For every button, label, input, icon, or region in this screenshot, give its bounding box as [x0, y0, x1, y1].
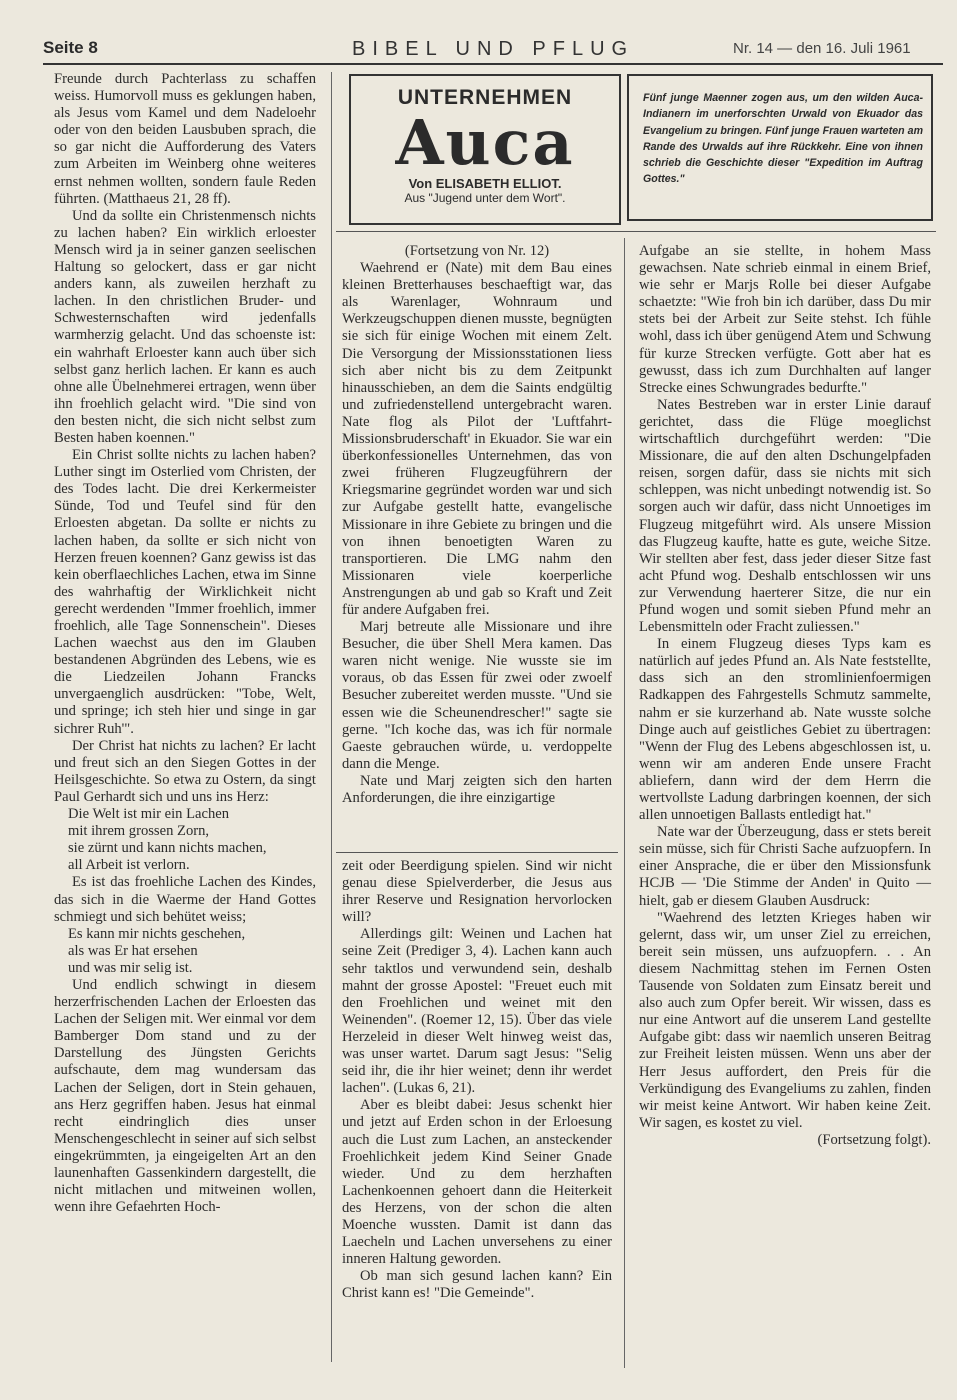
paragraph: "Waehrend des letzten Krieges haben wir gelernt, dass wir, um unser Ziel zu erreichen, bereit sein müssen, uns aufzuopfern. . . An diesem Nachmittag stehen im Fernen Osten Tausende von Soldaten zum Einsatz bereit und also auch zum Opfer bereit. Wir wissen, dass es nur eine Antwort auf die unserem Land gestellte Aufgabe gibt: dass wir naemlich unseren Beitrag zur Freiheit leisten müssen. Wenn uns aber der Herr Jesus auffordert, den Preis für die Verkündigung des Evangeliums zu zahlen, finden wir meist keine Antwort. Wir haben keine Zeit. Wir sagen, es kostet zu viel. — [639, 909, 931, 1131]
column-2-lower — [342, 858, 612, 1302]
issue-date: Nr. 14 — den 16. Juli 1961 — [733, 40, 911, 57]
title-rule — [336, 231, 936, 232]
paragraph: Es ist das froehliche Lachen des Kindes, das sich in die Waerme der Hand Gottes schmiegt und sich behütet weiss; — [54, 874, 316, 925]
page-number: Seite 8 — [43, 38, 98, 57]
paragraph: Waehrend er (Nate) mit dem Bau eines kleinen Bretterhauses beschaeftigt war, das als Warenlager, Wohnraum und Werkzeugschuppen dienen musste, begnügten sie sich für einige Wochen mit einem Zelt. Die Versorgung der Missionsstationen liess sich aber nicht bis zu dem Zeitpunkt hinausschieben, an dem die Saints endgültig und zufriedenstellend untergebracht waren. Nate flog als Pilot der 'Luftfahrt-Missionsbruderschaft' in Ekuador. Sie war ein überkonfessionelles Unternehmen, das von zwei früheren Flugzeugführern der Kriegsmarine gegründet worden war und sich zur Aufgabe gestellt hatte, evangelische Missionare in ihre Gebiete zu bringen und die von ihnen benoetigten Waren zu transportieren. Die LMG nahm den Missionaren viele koerperliche Anstrengungen ab und gab so Kraft und Zeit für andere Aufgaben frei. — [342, 260, 612, 618]
paragraph: Nate war der Überzeugung, dass er stets bereit sein müsse, sich für Christi Sache aufzuopfern. In einer Ansprache, die er über den Missionsfunk HCJB — 'Die Stimme der Anden' in Quito — hielt, gab er diesem Glauben Ausdruck: — [639, 824, 931, 909]
paragraph: sie zürnt und kann nichts machen, — [68, 840, 267, 857]
column-divider — [331, 72, 332, 1362]
paragraph: In einem Flugzeug dieses Typs kam es natürlich auf jedes Pfund an. Als Nate feststellte, dass sich an den stromlinienfoermigen Radkappen des Fahrgestells Schmutz sammelte, nahm er sie kurzerhand ab. Nate wusste solche Dinge auch auf geistliches Gebiet zu übertragen: "Wenn der Flug des Lebens abgeschlossen ist, u. wenn wir am anderen Ende unsere Fracht abliefern, dann wird der dem Herrn die wertvollste Ladung darbringen koennen, der sich allen unnoetigen Ballasts entledigt hat." — [639, 636, 931, 824]
column-3 — [639, 243, 931, 1149]
article-source: Aus "Jugend unter dem Wort". — [404, 191, 566, 205]
paragraph: (Fortsetzung folgt). — [817, 1131, 931, 1148]
paragraph: als was Er hat ersehen — [68, 942, 198, 959]
paragraph: Ob man sich gesund lachen kann? Ein Christ kann es! "Die Gemeinde". — [342, 1268, 612, 1302]
paragraph: Nates Bestreben war in erster Linie darauf gerichtet, dass die Flüge moeglichst wirtschaftlich durchgeführt werden: "Die Missionare, die auf den alten Dschungelpfaden reisen, sorgen dafür, dass sie nichts mit sich schleppen, was nicht unbedingt notwendig ist. So sorgen auch wir dafür, dass nicht Unnoetiges im Flugzeug mitgeführt wird. Als unsere Mission das Flugzeug kaufte, hatte es gute, weiche Sitze. Wir stellten aber fest, dass jeder dieser Sitze fast acht Pfund wog. Deshalb entschlossen wir uns zur Verwendung haerterer Sitze, die nur ein Pfund wogen und somit sieben Pfund mehr an Lebensmitteln oder Fracht zuliessen." — [639, 396, 931, 636]
publication-title: BIBEL UND PFLUG — [352, 38, 635, 60]
column-2-upper — [342, 243, 612, 807]
paragraph: Der Christ hat nichts zu lachen? Er lacht und freut sich an den Siegen Gottes in der Heilsgeschichte. So etwa zu Ostern, da singt Paul Gerhardt sich und uns ins Herz: — [54, 737, 316, 805]
article-kicker: UNTERNEHMEN — [397, 86, 573, 109]
header-rule — [43, 63, 943, 65]
paragraph: Marj betreute alle Missionare und ihre Besucher, die über Shell Mera kamen. Das waren nicht wenige. Nie wusste sie im voraus, ob das Essen für zwei oder zwoelf Besucher zubereitet werden musste. "Und sie essen wie die Scheunendrescher!" sagte sie gerne. "Ich koche das, was ich für normale Gaeste gebrauchen würde, u. verdoppelte dann die Menge. — [342, 619, 612, 772]
paragraph: Und da sollte ein Christenmensch nichts zu lachen haben? Ein wirklich erloester Mensch wird ja in seiner ganzen seelischen Haltung so gelockert, dass er gar nicht anders kann, als zuweilen herzhaft zu lachen. In den christlichen Bruder- und Schwesternschaften wird jedenfalls warmherzig gelacht. Und das schoenste ist: ein wahrhaft Erloester kann auch über sich selbst ganz herlich lachen. Er kann es auch ohne alle Übelnehmerei ertragen, wenn über ihn froehlich gelacht wird. "Die sind von den besten nicht, die sich nicht selbst zum Besten haben koennen." — [54, 207, 316, 446]
paragraph: Es kann mir nichts geschehen, — [68, 925, 246, 942]
paragraph: Aber es bleibt dabei: Jesus schenkt hier und jetzt auf Erden schon in der Erloesung auch die Lust zum Lachen, an ansteckender Froehlichkeit jedem Kind Seiner Gnade wieder. Und zu dem herzhaften Lachenkoennen gehoert dann die Heiterkeit des Herzens, von der schon die alten Moenche wussten. Damit ist dann das Laecheln und Lachen unversehens zu einer inneren Haltung geworden. — [342, 1097, 612, 1268]
paragraph: Freunde durch Pachterlass zu schaffen weiss. Humorvoll muss es geklungen haben, als Jesus vom Kamel und dem Nadeloehr oder von den beiden Lausbuben sprach, die so gar nicht die Aufforderung des Vaters zum Arbeiten im Weinberg ohne weiteres ernst nehmen wollten, sondern faule Reden führten. (Matthaeus 21, 28 ff). — [54, 71, 316, 207]
paragraph: zeit oder Beerdigung spielen. Sind wir nicht genau diese Spielverderber, die Jesus aus ihrer Reserve und Resignation hervorlocken will? — [342, 858, 612, 926]
article-intro: Fünf junge Maenner zogen aus, um den wilden Auca-Indianern im unerforschten Urwald von Ekuador das Evangelium zu bringen. Fünf junge Frauen warteten am Rande des Urwalds auf ihre Rückkehr. Eine von ihnen schrieb die Geschichte dieser "Expedition im Auftrag Gottes." — [627, 74, 933, 221]
paragraph: Ein Christ sollte nichts zu lachen haben? Luther singt im Osterlied vom Christen, der des Todes lacht. Die drei Kerkermeister Sünde, Tod und Teufel sind für den Erloesten abgetan. Da sollte er nichts zu lachen haben, da sollte er sich nicht von Herzen freuen koennen? Ganz gewiss ist das kein oberflaechliches Lachen, etwa im Sinne des wahrhaftig der Wirklichkeit nicht gerecht werdenden "Immer froehlich, immer froehlich, alle Tage Sonnenschein". Dieses Lachen waechst aus den im Glauben bestandenen Abgründen des Lebens, wie es die Liedzeilen Johann Francks unvergaenglich ausdrücken: "Tobe, Welt, und springe; ich steh hier und singe in gar sichrer Ruh'". — [54, 447, 316, 737]
paragraph: Und endlich schwingt in diesem herzerfrischenden Lachen der Erloesten das Lachen der Seligen mit. Wer einmal vor dem Bamberger Dom stand und zu der Darstellung des Jüngsten Gerichts aufschaute, dem mag wundersam das Lachen der Seligen, dort in Stein gehauen, ans Herz gegriffen haben. Jesus hat einmal recht eindringlich dies unser Menschengeschlecht in seiner auf sich selbst eingekrümmten, ja eingeigelten Art an den launenhaften Gassenkindern dargestellt, die nicht mitlachen und mitweinen wollen, wenn ihre Gefaehrten Hoch- — [54, 976, 316, 1216]
column-1 — [54, 71, 316, 1216]
paragraph: Allerdings gilt: Weinen und Lachen hat seine Zeit (Prediger 3, 4). Lachen kann auch sehr taktlos und verwundend sein, deshalb mahnt der grosse Apostel: "Freuet euch mit den Froehlichen und weinet mit den Weinenden". (Roemer 12, 15). Über das viele Herzeleid in dieser Welt hinweg weist das, was unser wartet. Darum sagt Jesus: "Selig seid ihr, die ihr hier weinet; denn ihr werdet lachen". (Lukas 6, 21). — [342, 926, 612, 1097]
article-author: Von ELISABETH ELLIOT. — [408, 176, 562, 191]
paragraph: mit ihrem grossen Zorn, — [68, 823, 210, 840]
section-rule — [336, 852, 618, 853]
article-title-box — [349, 74, 621, 225]
paragraph: (Fortsetzung von Nr. 12) — [404, 243, 550, 259]
paragraph: all Arbeit ist verlorn. — [68, 857, 190, 874]
paragraph: und was mir selig ist. — [68, 959, 193, 976]
paragraph: Die Welt ist mir ein Lachen — [68, 806, 230, 823]
paragraph: Aufgabe an sie stellte, in hohem Mass gewachsen. Nate schrieb einmal in einem Brief, wie sehr er Marjs Rolle bei dieser Aufgabe schaetzte: "Wie froh bin ich darüber, dass Du mir stets bei der Arbeit zur Seite stehst. Ich fühle wohl, dass ich über genügend Atem und Schwung für kurze Strecken verfügte. Gott aber hat es gewusst, dass ich zum Durchhalten auf langer Strecke eines Schwungrades bedurfte." — [639, 243, 931, 396]
paragraph: Nate und Marj zeigten sich den harten Anforderungen, die ihre einzigartige — [342, 772, 612, 806]
column-divider — [624, 238, 625, 1368]
article-title: Auca — [395, 106, 575, 179]
